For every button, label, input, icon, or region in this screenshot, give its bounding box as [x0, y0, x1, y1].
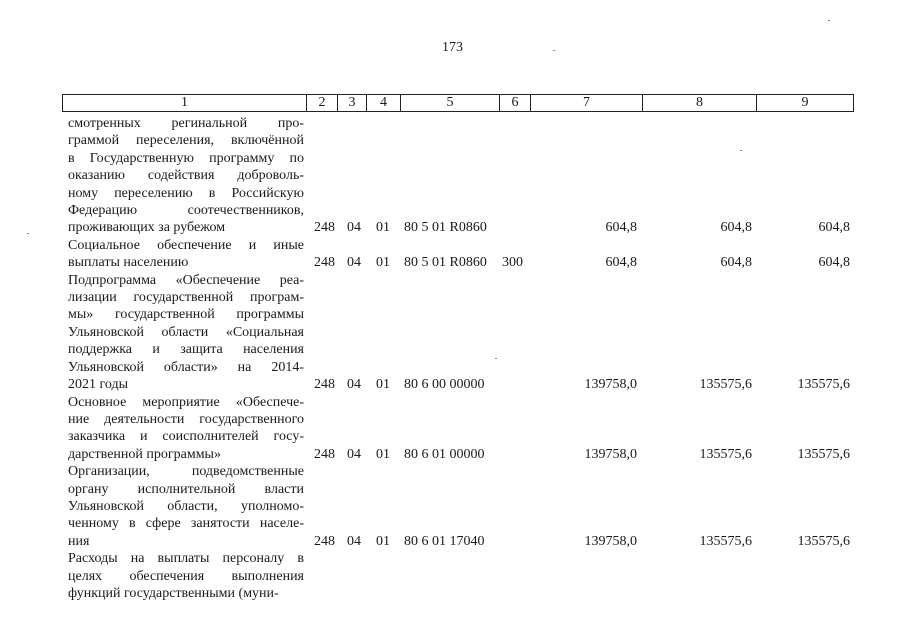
cell-col-4: 01 — [376, 377, 390, 393]
cell-col-4: 01 — [376, 446, 390, 462]
row-description — [68, 115, 304, 237]
cell-col-2: 248 — [314, 446, 335, 462]
scan-speck — [495, 358, 497, 359]
row-description-line: проживающих за рубежом — [68, 220, 226, 236]
table-row — [0, 237, 905, 272]
cell-col-9: 135575,6 — [797, 446, 850, 462]
cell-col-8: 135575,6 — [699, 377, 752, 393]
cell-col-2: 248 — [314, 377, 335, 393]
row-description — [68, 272, 304, 394]
cell-col-6: 300 — [502, 255, 523, 271]
table-row — [0, 272, 905, 394]
cell-col-4: 01 — [376, 220, 390, 236]
cell-col-5: 80 6 01 00000 — [404, 446, 485, 462]
cell-col-8: 604,8 — [720, 220, 752, 236]
cell-col-8: 135575,6 — [699, 533, 752, 549]
header-col-5: 5 — [401, 95, 500, 111]
cell-col-2: 248 — [314, 533, 335, 549]
row-description-line: Основное мероприятие «Обеспече- — [68, 394, 304, 410]
row-description-line: функций государственными (муни- — [68, 585, 279, 601]
cell-col-7: 139758,0 — [584, 533, 637, 549]
row-description-line: Расходы на выплаты персоналу в — [68, 551, 304, 567]
header-col-7: 7 — [531, 95, 643, 111]
row-description-line: ному переселению в Российскую — [68, 185, 304, 201]
cell-col-9: 135575,6 — [797, 533, 850, 549]
cell-col-9: 135575,6 — [797, 377, 850, 393]
table-row — [0, 463, 905, 550]
row-description-line: Ульяновской области» на 2014- — [68, 359, 304, 375]
cell-col-3: 04 — [347, 255, 361, 271]
header-col-4: 4 — [367, 95, 401, 111]
row-description-line: граммой переселения, включённой — [68, 133, 304, 149]
row-description-line: оказанию содействия доброволь- — [68, 168, 304, 184]
page-number: 173 — [442, 40, 463, 55]
row-description-line: Социальное обеспечение и иные — [68, 237, 304, 253]
row-description-line: лизации государственной програм- — [68, 290, 304, 306]
cell-col-4: 01 — [376, 255, 390, 271]
cell-col-5: 80 5 01 R0860 — [404, 220, 487, 236]
cell-col-7: 139758,0 — [584, 446, 637, 462]
row-description-line: поддержка и защита населения — [68, 342, 304, 358]
cell-col-5: 80 6 00 00000 — [404, 377, 485, 393]
row-description-line: Подпрограмма «Обеспечение реа- — [68, 272, 304, 288]
cell-col-3: 04 — [347, 377, 361, 393]
scan-speck — [828, 20, 830, 21]
cell-col-5: 80 6 01 17040 — [404, 533, 485, 549]
cell-col-9: 604,8 — [818, 220, 850, 236]
cell-col-2: 248 — [314, 255, 335, 271]
row-description-line: Ульяновской области «Социальная — [68, 324, 304, 340]
cell-col-7: 604,8 — [605, 255, 637, 271]
row-description-line: органу исполнительной власти — [68, 481, 304, 497]
row-description — [68, 237, 304, 272]
header-col-6: 6 — [500, 95, 531, 111]
row-description-line: Организации, подведомственные — [68, 464, 304, 480]
header-col-1: 1 — [63, 95, 307, 111]
scan-speck — [27, 233, 29, 234]
header-col-2: 2 — [307, 95, 338, 111]
row-description-line: в Государственную программу по — [68, 150, 304, 166]
row-description-line: ченному в сфере занятости населе- — [68, 516, 304, 532]
row-description-line: ния — [68, 533, 90, 549]
scan-speck — [553, 50, 555, 51]
row-description-line: дарственной программы» — [68, 446, 221, 462]
row-description-line: Ульяновской области, уполномо- — [68, 498, 304, 514]
cell-col-9: 604,8 — [818, 255, 850, 271]
table-body — [0, 115, 905, 602]
row-description — [68, 394, 304, 464]
row-description — [68, 463, 304, 550]
row-description-line: 2021 годы — [68, 377, 129, 393]
cell-col-4: 01 — [376, 533, 390, 549]
scan-speck — [740, 150, 742, 151]
row-description-line: целях обеспечения выполнения — [68, 568, 304, 584]
row-description-line: заказчика и соисполнителей госу- — [68, 429, 304, 445]
cell-col-8: 604,8 — [720, 255, 752, 271]
cell-col-3: 04 — [347, 220, 361, 236]
row-description-line: выплаты населению — [68, 255, 189, 271]
row-description — [68, 550, 304, 602]
row-description-line: Федерацию соотечественников, — [68, 203, 304, 219]
cell-col-7: 604,8 — [605, 220, 637, 236]
row-description-line: ние деятельности государственного — [68, 411, 304, 427]
header-col-8: 8 — [643, 95, 757, 111]
table-header-row — [62, 94, 854, 112]
cell-col-3: 04 — [347, 446, 361, 462]
row-description-line: смотренных регинальной про- — [68, 116, 304, 131]
cell-col-2: 248 — [314, 220, 335, 236]
cell-col-8: 135575,6 — [699, 446, 752, 462]
table-row — [0, 394, 905, 464]
table-row — [0, 115, 905, 237]
cell-col-3: 04 — [347, 533, 361, 549]
table-row — [0, 550, 905, 602]
header-col-9: 9 — [801, 95, 809, 110]
header-col-3: 3 — [338, 95, 367, 111]
row-description-line: мы» государственной программы — [68, 307, 304, 323]
cell-col-5: 80 5 01 R0860 — [404, 255, 487, 271]
cell-col-7: 139758,0 — [584, 377, 637, 393]
